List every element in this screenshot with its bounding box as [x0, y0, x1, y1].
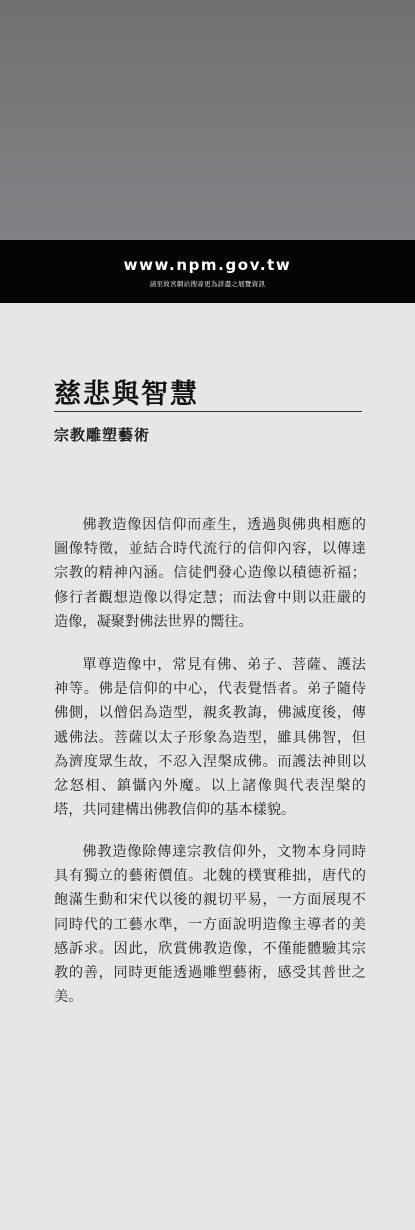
page-title: 慈悲與智慧	[54, 379, 199, 410]
title-divider	[54, 411, 362, 412]
paragraph-text: 佛教造像因信仰而產生，透過與佛典相應的圖像特徵，並結合時代流行的信仰內容，以傳達宗教的精神內涵。信徒們發心造像以積德祈福；修行者觀想造像以得定慧；而法會中則以莊嚴的造像，凝聚對佛法世界的嚮往。	[54, 517, 366, 630]
top-gray-band	[0, 0, 415, 240]
body-paragraph-3	[54, 840, 366, 1009]
paragraph-text: 佛教造像除傳達宗教信仰外，文物本身同時具有獨立的藝術價值。北魏的樸實稚拙，唐代的飽滿生動和宋代以後的親切平易，一方面展現不同時代的工藝水準，一方面說明造像主導者的美感訴求。因此，欣賞佛教造像，不僅能體驗其宗教的善，同時更能透過雕塑藝術，感受其普世之美。	[54, 844, 366, 1006]
body-paragraph-1	[54, 513, 366, 634]
website-note: 請至故宮網站搜尋更為詳盡之展覽資訊	[149, 280, 266, 288]
body-paragraph-2	[54, 653, 366, 822]
paragraph-text: 單尊造像中，常見有佛、弟子、菩薩、護法神等。佛是信仰的中心，代表覺悟者。弟子隨侍佛側，以僧侶為造型，親炙教誨，佛滅度後，傳遞佛法。菩薩以太子形象為造型，雖具佛智，但為濟度眾生故，不忍入涅槃成佛。而護法神則以忿怒相、鎮懾內外魔。以上諸像與代表涅槃的塔，共同建構出佛教信仰的基本樣貌。	[54, 657, 366, 819]
website-url[interactable]: www.npm.gov.tw	[123, 256, 292, 274]
page-subtitle: 宗教雕塑藝術	[54, 426, 151, 444]
